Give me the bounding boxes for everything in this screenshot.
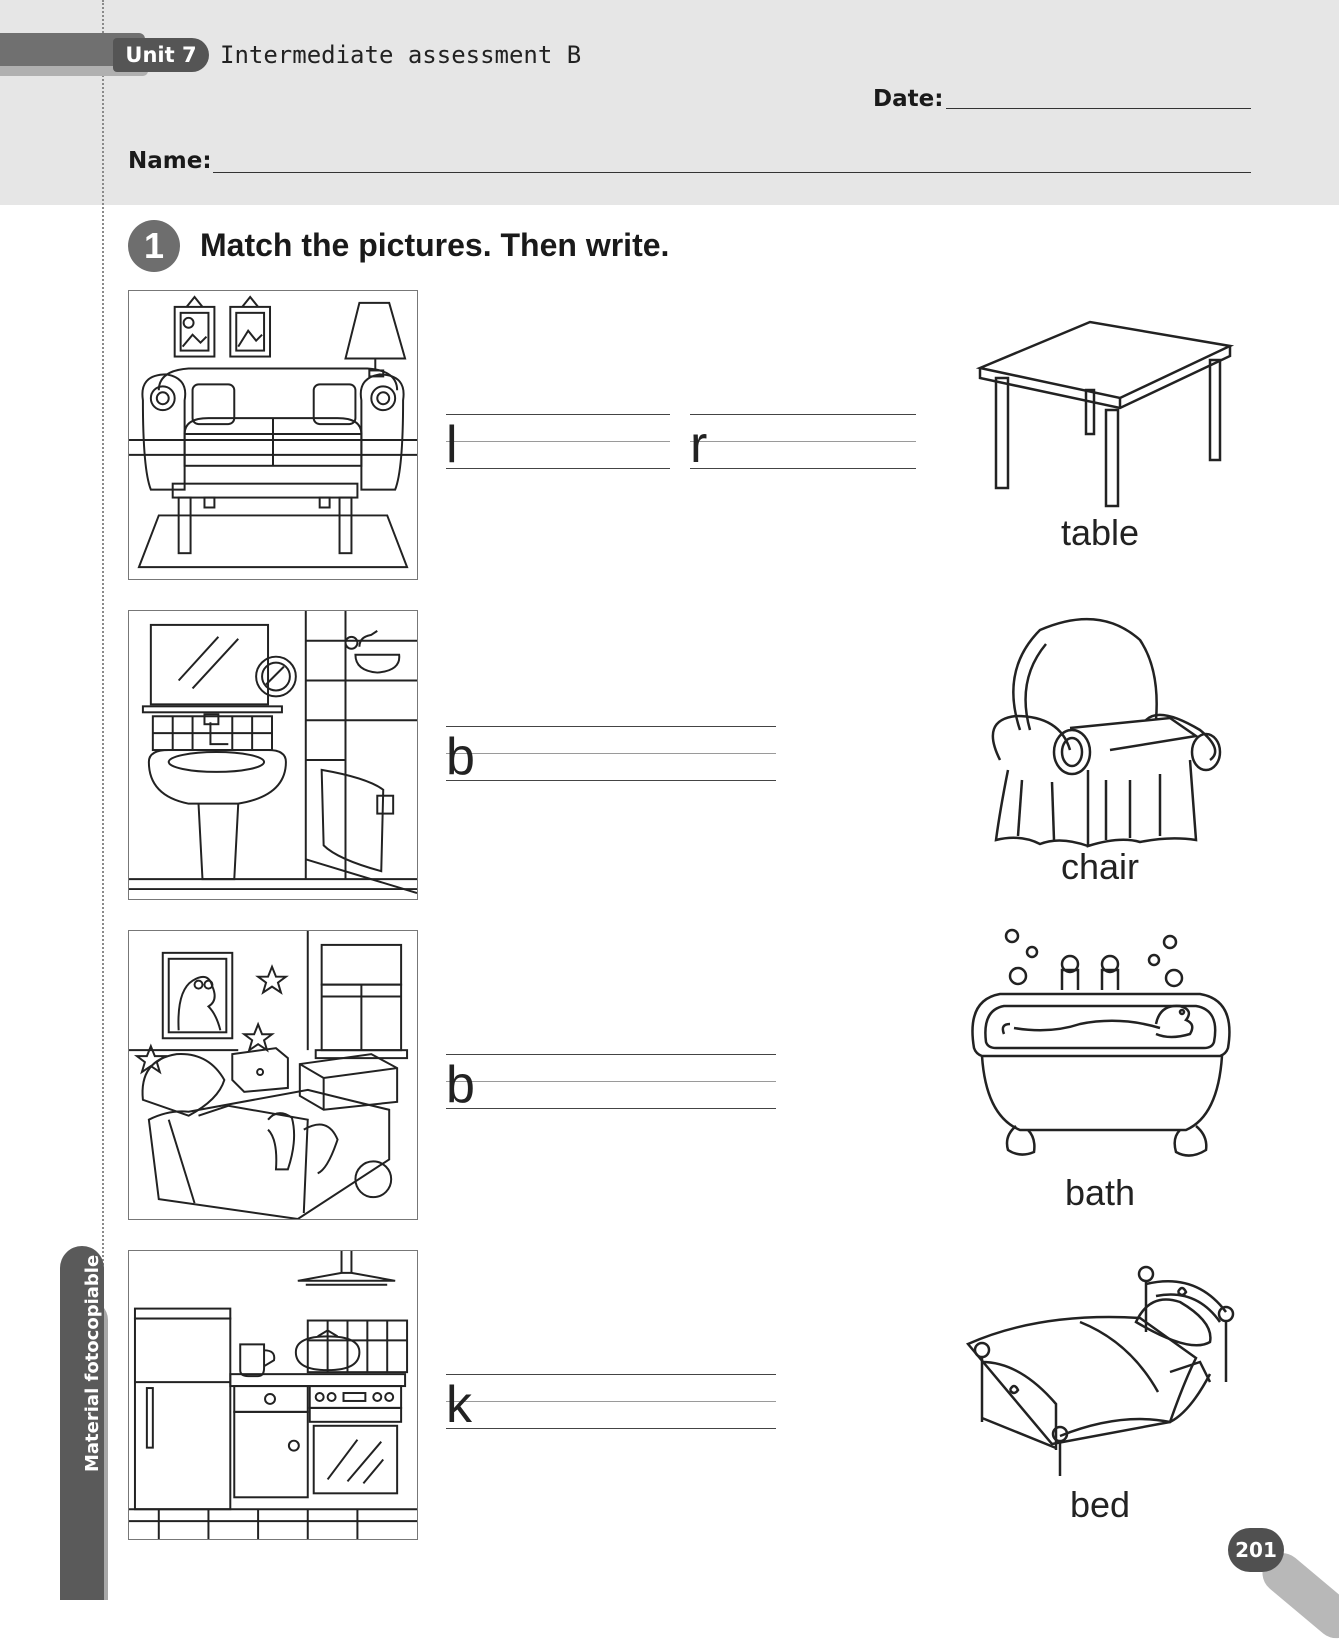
- write-line[interactable]: [690, 414, 916, 474]
- letter-starter: k: [446, 1376, 472, 1434]
- header-band: [0, 0, 1339, 205]
- date-write-line[interactable]: [946, 108, 1251, 109]
- write-line[interactable]: [446, 726, 776, 786]
- exercise-number: 1: [128, 220, 180, 272]
- bed-icon[interactable]: [960, 1262, 1240, 1482]
- write-line[interactable]: [446, 1054, 776, 1114]
- letter-starter: r: [690, 416, 708, 474]
- letter-starter: l: [446, 416, 458, 474]
- page-number: 201: [1228, 1528, 1284, 1572]
- exercise-instruction: Match the pictures. Then write.: [200, 227, 670, 263]
- date-label: Date:: [873, 86, 944, 112]
- word-label: chair: [1060, 846, 1140, 887]
- kitchen-picture: [128, 1250, 418, 1540]
- write-line[interactable]: [446, 1374, 776, 1434]
- name-label: Name:: [128, 148, 212, 174]
- table-icon[interactable]: [960, 310, 1240, 510]
- letter-starter: b: [446, 1056, 475, 1114]
- bedroom-picture: [128, 930, 418, 1220]
- word-label: bath: [1064, 1172, 1136, 1213]
- bathroom-picture: [128, 610, 418, 900]
- photocopiable-label: Material fotocopiable: [82, 1254, 103, 1472]
- word-label: table: [1060, 512, 1140, 553]
- name-write-line[interactable]: [213, 172, 1251, 173]
- unit-badge: Unit 7: [113, 38, 209, 72]
- letter-starter: b: [446, 728, 475, 786]
- assessment-title: Intermediate assessment B: [220, 41, 582, 69]
- armchair-icon[interactable]: [960, 610, 1240, 850]
- write-line[interactable]: [446, 414, 670, 474]
- word-label: bed: [1069, 1484, 1131, 1525]
- bathtub-icon[interactable]: [960, 924, 1240, 1174]
- living-room-picture: [128, 290, 418, 580]
